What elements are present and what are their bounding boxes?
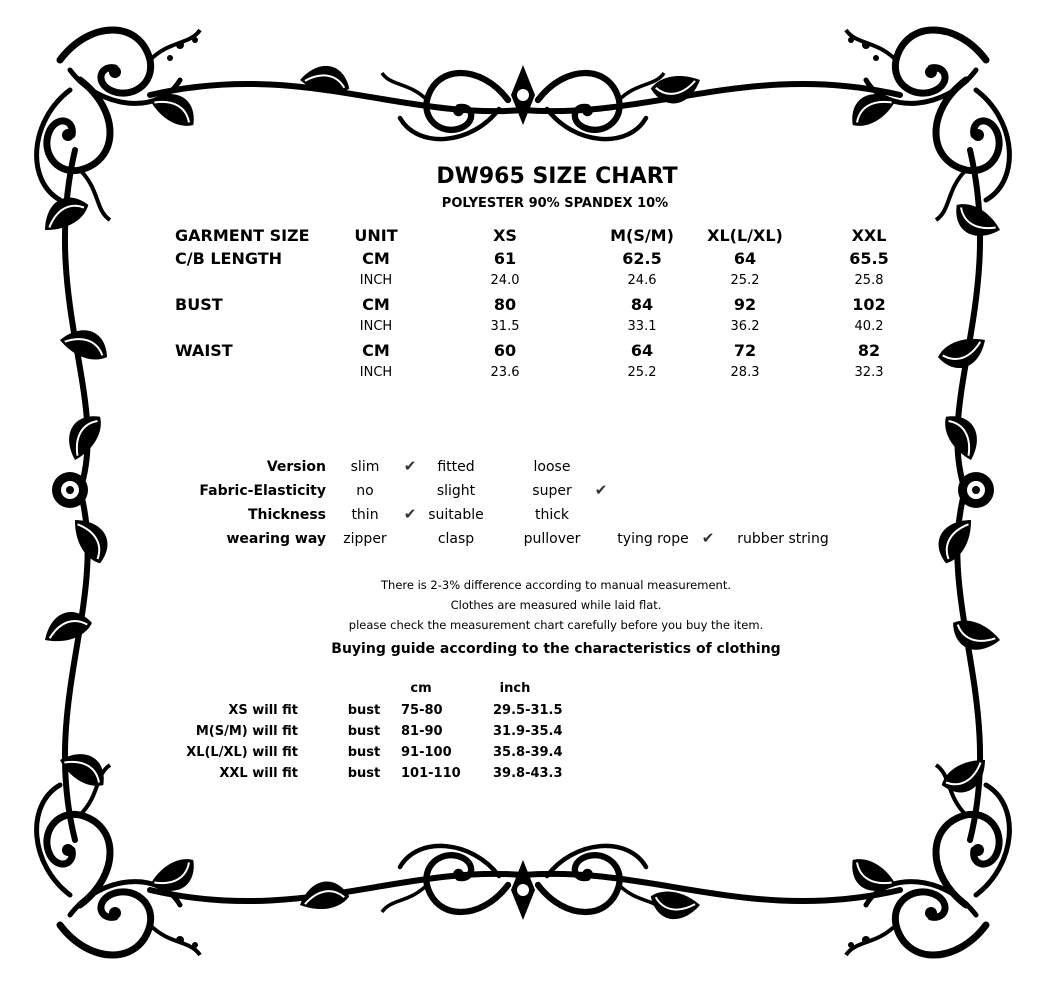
note-check-chart: please check the measurement chart carefully before you buy the item.: [348, 618, 764, 632]
table-cell: 32.3: [854, 365, 884, 380]
table-cell: 60: [493, 341, 517, 360]
guide-part: bust: [347, 766, 381, 781]
table-cell: 25.2: [627, 365, 657, 380]
unit-inch: INCH: [359, 365, 393, 380]
check-icon: ✔: [594, 481, 608, 499]
guide-inch: 39.8-43.3: [493, 766, 563, 781]
table-cell: 64: [733, 249, 757, 268]
header-unit: UNIT: [354, 226, 398, 245]
header-garment-size: GARMENT SIZE: [175, 226, 310, 245]
guide-size: M(S/M) will fit: [195, 724, 298, 739]
table-cell: 64: [630, 341, 654, 360]
guide-part: bust: [347, 703, 381, 718]
buying-guide-heading: Buying guide according to the characteristics of clothing: [331, 641, 781, 657]
header-size-xl: XL(L/XL): [707, 226, 783, 245]
characteristic-label-wearing-way: wearing way: [226, 531, 326, 547]
unit-cm: CM: [362, 341, 390, 360]
option-no: no: [356, 483, 374, 499]
table-cell: 31.5: [490, 319, 520, 334]
header-size-xs: XS: [493, 226, 517, 245]
guide-cm: 101-110: [401, 766, 461, 781]
guide-inch: 35.8-39.4: [493, 745, 563, 760]
note-measurement-difference: There is 2-3% difference according to manual measurement.: [381, 578, 731, 592]
table-cell: 65.5: [849, 249, 889, 268]
option-super: super: [532, 483, 572, 499]
option-slim: slim: [350, 459, 380, 475]
check-icon: ✔: [403, 457, 417, 475]
guide-header-inch: inch: [499, 681, 531, 696]
guide-part: bust: [347, 745, 381, 760]
option-suitable: suitable: [428, 507, 484, 523]
table-cell: 62.5: [622, 249, 662, 268]
row-name-bust: BUST: [175, 295, 223, 314]
table-cell: 28.3: [730, 365, 760, 380]
check-icon: ✔: [403, 505, 417, 523]
option-zipper: zipper: [343, 531, 387, 547]
header-size-m: M(S/M): [610, 226, 674, 245]
unit-inch: INCH: [359, 319, 393, 334]
table-cell: 24.0: [490, 273, 520, 288]
guide-cm: 81-90: [401, 724, 443, 739]
table-cell: 36.2: [730, 319, 760, 334]
table-cell: 92: [733, 295, 757, 314]
unit-inch: INCH: [359, 273, 393, 288]
table-cell: 80: [493, 295, 517, 314]
check-icon: ✔: [701, 529, 715, 547]
option-clasp: clasp: [437, 531, 475, 547]
header-size-xxl: XXL: [851, 226, 887, 245]
unit-cm: CM: [362, 249, 390, 268]
option-rubber-string: rubber string: [737, 531, 829, 547]
row-name-cb-length: C/B LENGTH: [175, 249, 283, 268]
guide-inch: 31.9-35.4: [493, 724, 563, 739]
guide-inch: 29.5-31.5: [493, 703, 563, 718]
characteristic-label-fabric-elasticity: Fabric-Elasticity: [199, 483, 326, 499]
option-thin: thin: [351, 507, 379, 523]
note-laid-flat: Clothes are measured while laid flat.: [450, 598, 662, 612]
option-thick: thick: [534, 507, 570, 523]
guide-size: XXL will fit: [219, 766, 298, 781]
option-tying-rope: tying rope: [617, 531, 689, 547]
table-cell: 61: [493, 249, 517, 268]
table-cell: 25.2: [730, 273, 760, 288]
option-pullover: pullover: [523, 531, 581, 547]
material-composition: POLYESTER 90% SPANDEX 10%: [441, 196, 669, 211]
characteristic-label-thickness: Thickness: [247, 507, 326, 523]
option-fitted: fitted: [437, 459, 475, 475]
table-cell: 33.1: [627, 319, 657, 334]
guide-size: XL(L/XL) will fit: [186, 745, 298, 760]
characteristic-label-version: Version: [266, 459, 326, 475]
table-cell: 23.6: [490, 365, 520, 380]
guide-cm: 75-80: [401, 703, 443, 718]
guide-part: bust: [347, 724, 381, 739]
table-cell: 84: [630, 295, 654, 314]
option-loose: loose: [533, 459, 571, 475]
table-cell: 24.6: [627, 273, 657, 288]
guide-cm: 91-100: [401, 745, 452, 760]
table-cell: 102: [852, 295, 886, 314]
table-cell: 82: [857, 341, 881, 360]
table-cell: 25.8: [854, 273, 884, 288]
table-cell: 40.2: [854, 319, 884, 334]
row-name-waist: WAIST: [175, 341, 233, 360]
guide-header-cm: cm: [410, 681, 432, 696]
chart-title: DW965 SIZE CHART: [436, 164, 678, 189]
guide-size: XS will fit: [228, 703, 298, 718]
option-slight: slight: [436, 483, 476, 499]
table-cell: 72: [733, 341, 757, 360]
unit-cm: CM: [362, 295, 390, 314]
